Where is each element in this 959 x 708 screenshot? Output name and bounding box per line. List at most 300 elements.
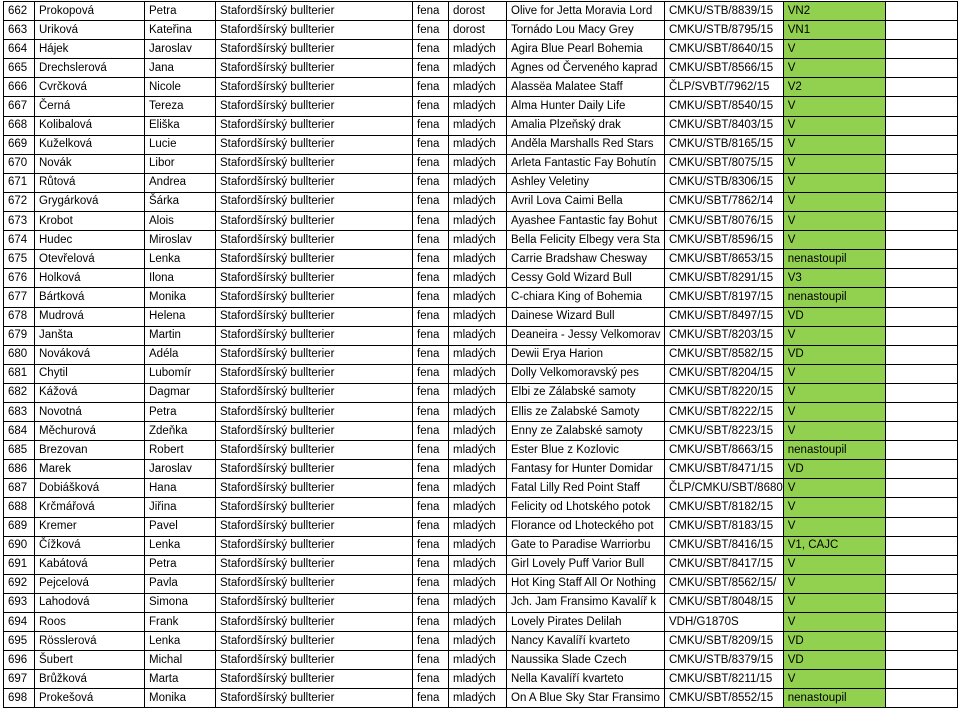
owner-firstname-cell: Robert — [145, 441, 216, 460]
result-cell: nenastoupil — [783, 689, 885, 708]
sex-cell: fena — [413, 135, 449, 154]
owner-firstname-cell: Libor — [145, 154, 216, 173]
owner-surname-cell: Čížková — [35, 536, 145, 555]
result-cell: nenastoupil — [783, 250, 885, 269]
dog-name-cell: Ashley Veletiny — [507, 173, 665, 192]
owner-firstname-cell: Helena — [145, 307, 216, 326]
empty-cell — [885, 345, 957, 364]
owner-firstname-cell: Lenka — [145, 536, 216, 555]
owner-surname-cell: Krčmářová — [35, 498, 145, 517]
owner-firstname-cell: Jiřina — [145, 498, 216, 517]
result-cell: VD — [783, 632, 885, 651]
sex-cell: fena — [413, 632, 449, 651]
class-cell: mladých — [449, 116, 507, 135]
class-cell: mladých — [449, 135, 507, 154]
dog-name-cell: Carrie Bradshaw Chesway — [507, 250, 665, 269]
entry-number-cell: 666 — [4, 78, 35, 97]
class-cell: mladých — [449, 689, 507, 708]
dog-name-cell: Felicity od Lhotského potok — [507, 498, 665, 517]
result-cell: VN2 — [783, 2, 885, 21]
table-row — [4, 231, 958, 250]
empty-cell — [885, 574, 957, 593]
registration-cell: CMKU/SBT/8566/15 — [665, 59, 784, 78]
breed-cell: Stafordšírský bullterier — [216, 97, 413, 116]
empty-cell — [885, 326, 957, 345]
entry-number-cell: 686 — [4, 460, 35, 479]
table-row — [4, 21, 958, 40]
breed-cell: Stafordšírský bullterier — [216, 517, 413, 536]
owner-surname-cell: Prokešová — [35, 689, 145, 708]
result-cell: nenastoupil — [783, 288, 885, 307]
entry-number-cell: 672 — [4, 192, 35, 211]
sex-cell: fena — [413, 97, 449, 116]
sex-cell: fena — [413, 364, 449, 383]
dog-name-cell: Bella Felicity Elbegy vera Sta — [507, 231, 665, 250]
empty-cell — [885, 441, 957, 460]
table-row — [4, 269, 958, 288]
dog-name-cell: Nella Kavalíří kvarteto — [507, 670, 665, 689]
empty-cell — [885, 498, 957, 517]
empty-cell — [885, 21, 957, 40]
owner-firstname-cell: Zdeňka — [145, 422, 216, 441]
owner-surname-cell: Měchurová — [35, 422, 145, 441]
table-row — [4, 517, 958, 536]
empty-cell — [885, 231, 957, 250]
sex-cell: fena — [413, 517, 449, 536]
sex-cell: fena — [413, 441, 449, 460]
dog-name-cell: Arleta Fantastic Fay Bohutín — [507, 154, 665, 173]
breed-cell: Stafordšírský bullterier — [216, 59, 413, 78]
entry-number-cell: 684 — [4, 422, 35, 441]
class-cell: mladých — [449, 192, 507, 211]
owner-surname-cell: Roos — [35, 613, 145, 632]
sex-cell: fena — [413, 574, 449, 593]
registration-cell: CMKU/SBT/8497/15 — [665, 307, 784, 326]
result-cell: V — [783, 479, 885, 498]
class-cell: mladých — [449, 593, 507, 612]
table-row — [4, 59, 958, 78]
empty-cell — [885, 651, 957, 670]
empty-cell — [885, 593, 957, 612]
entry-number-cell: 662 — [4, 2, 35, 21]
table-row — [4, 154, 958, 173]
result-cell: VD — [783, 651, 885, 670]
sex-cell: fena — [413, 116, 449, 135]
sex-cell: fena — [413, 383, 449, 402]
registration-cell: CMKU/STB/8839/15 — [665, 2, 784, 21]
class-cell: mladých — [449, 422, 507, 441]
result-cell: V — [783, 135, 885, 154]
owner-surname-cell: Pejcelová — [35, 574, 145, 593]
table-row — [4, 116, 958, 135]
sex-cell: fena — [413, 651, 449, 670]
breed-cell: Stafordšírský bullterier — [216, 479, 413, 498]
table-row — [4, 536, 958, 555]
empty-cell — [885, 670, 957, 689]
breed-cell: Stafordšírský bullterier — [216, 574, 413, 593]
dog-name-cell: Jch. Jam Fransimo Kavalíř k — [507, 593, 665, 612]
sex-cell: fena — [413, 212, 449, 231]
dog-name-cell: Naussika Slade Czech — [507, 651, 665, 670]
owner-surname-cell: Krobot — [35, 212, 145, 231]
breed-cell: Stafordšírský bullterier — [216, 288, 413, 307]
class-cell: mladých — [449, 231, 507, 250]
table-row — [4, 651, 958, 670]
empty-cell — [885, 192, 957, 211]
empty-cell — [885, 517, 957, 536]
owner-surname-cell: Nováková — [35, 345, 145, 364]
owner-firstname-cell: Eliška — [145, 116, 216, 135]
owner-firstname-cell: Nicole — [145, 78, 216, 97]
table-row — [4, 498, 958, 517]
owner-firstname-cell: Petra — [145, 402, 216, 421]
empty-cell — [885, 2, 957, 21]
registration-cell: CMKU/SBT/8471/15 — [665, 460, 784, 479]
sex-cell: fena — [413, 498, 449, 517]
table-row — [4, 460, 958, 479]
table-row — [4, 307, 958, 326]
dog-name-cell: Nancy Kavalíří kvarteto — [507, 632, 665, 651]
result-cell: V — [783, 517, 885, 536]
entry-number-cell: 679 — [4, 326, 35, 345]
entry-number-cell: 674 — [4, 231, 35, 250]
dog-name-cell: Fantasy for Hunter Domidar — [507, 460, 665, 479]
result-cell: V — [783, 154, 885, 173]
registration-cell: CMKU/SBT/8048/15 — [665, 593, 784, 612]
class-cell: mladých — [449, 173, 507, 192]
entry-number-cell: 681 — [4, 364, 35, 383]
registration-cell: CMKU/SBT/8182/15 — [665, 498, 784, 517]
class-cell: mladých — [449, 574, 507, 593]
owner-surname-cell: Grygárková — [35, 192, 145, 211]
registration-cell: CMKU/SBT/8197/15 — [665, 288, 784, 307]
empty-cell — [885, 154, 957, 173]
owner-firstname-cell: Šárka — [145, 192, 216, 211]
owner-firstname-cell: Marta — [145, 670, 216, 689]
registration-cell: CMKU/STB/8306/15 — [665, 173, 784, 192]
breed-cell: Stafordšírský bullterier — [216, 2, 413, 21]
result-cell: V — [783, 574, 885, 593]
entry-number-cell: 676 — [4, 269, 35, 288]
dog-name-cell: Florance od Lhoteckého pot — [507, 517, 665, 536]
breed-cell: Stafordšírský bullterier — [216, 154, 413, 173]
owner-surname-cell: Kážová — [35, 383, 145, 402]
entry-number-cell: 683 — [4, 402, 35, 421]
table-row — [4, 593, 958, 612]
entry-number-cell: 688 — [4, 498, 35, 517]
registration-cell: CMKU/STB/8165/15 — [665, 135, 784, 154]
class-cell: mladých — [449, 269, 507, 288]
entry-number-cell: 698 — [4, 689, 35, 708]
breed-cell: Stafordšírský bullterier — [216, 383, 413, 402]
empty-cell — [885, 78, 957, 97]
dog-name-cell: Hot King Staff All Or Nothing — [507, 574, 665, 593]
breed-cell: Stafordšírský bullterier — [216, 651, 413, 670]
breed-cell: Stafordšírský bullterier — [216, 173, 413, 192]
registration-cell: CMKU/SBT/8183/15 — [665, 517, 784, 536]
result-cell: V — [783, 192, 885, 211]
owner-firstname-cell: Adéla — [145, 345, 216, 364]
owner-firstname-cell: Jaroslav — [145, 460, 216, 479]
result-cell: V — [783, 555, 885, 574]
class-cell: dorost — [449, 21, 507, 40]
class-cell: mladých — [449, 402, 507, 421]
registration-cell: CMKU/STB/8379/15 — [665, 651, 784, 670]
dog-name-cell: Cessy Gold Wizard Bull — [507, 269, 665, 288]
entry-number-cell: 669 — [4, 135, 35, 154]
registration-cell: CMKU/SBT/8075/15 — [665, 154, 784, 173]
class-cell: mladých — [449, 364, 507, 383]
owner-firstname-cell: Monika — [145, 689, 216, 708]
owner-firstname-cell: Pavla — [145, 574, 216, 593]
owner-surname-cell: Kolibalová — [35, 116, 145, 135]
owner-surname-cell: Brezovan — [35, 441, 145, 460]
sex-cell: fena — [413, 154, 449, 173]
owner-surname-cell: Šubert — [35, 651, 145, 670]
class-cell: mladých — [449, 212, 507, 231]
owner-firstname-cell: Jaroslav — [145, 40, 216, 59]
dog-name-cell: Enny ze Zalabské samoty — [507, 422, 665, 441]
dog-name-cell: Tornádo Lou Macy Grey — [507, 21, 665, 40]
registration-cell: CMKU/SBT/7862/14 — [665, 192, 784, 211]
entry-number-cell: 685 — [4, 441, 35, 460]
owner-surname-cell: Brůžková — [35, 670, 145, 689]
registration-cell: CMKU/SBT/8204/15 — [665, 364, 784, 383]
registration-cell: CMKU/SBT/8203/15 — [665, 326, 784, 345]
result-cell: VN1 — [783, 21, 885, 40]
owner-firstname-cell: Andrea — [145, 173, 216, 192]
dog-name-cell: Fatal Lilly Red Point Staff — [507, 479, 665, 498]
registration-cell: CMKU/SBT/8552/15 — [665, 689, 784, 708]
sex-cell: fena — [413, 192, 449, 211]
registration-cell: CMKU/STB/8795/15 — [665, 21, 784, 40]
dog-name-cell: Dewii Erya Harion — [507, 345, 665, 364]
owner-firstname-cell: Petra — [145, 2, 216, 21]
dog-name-cell: Deaneira - Jessy Velkomorav — [507, 326, 665, 345]
owner-firstname-cell: Michal — [145, 651, 216, 670]
empty-cell — [885, 135, 957, 154]
empty-cell — [885, 307, 957, 326]
dog-name-cell: Ayashee Fantastic fay Bohut — [507, 212, 665, 231]
table-row — [4, 192, 958, 211]
registration-cell: CMKU/SBT/8653/15 — [665, 250, 784, 269]
sex-cell: fena — [413, 402, 449, 421]
breed-cell: Stafordšírský bullterier — [216, 250, 413, 269]
registration-cell: CMKU/SBT/8222/15 — [665, 402, 784, 421]
owner-surname-cell: Drechslerová — [35, 59, 145, 78]
owner-surname-cell: Cvrčková — [35, 78, 145, 97]
dog-name-cell: C-chiara King of Bohemia — [507, 288, 665, 307]
table-row — [4, 383, 958, 402]
empty-cell — [885, 269, 957, 288]
empty-cell — [885, 555, 957, 574]
entry-number-cell: 690 — [4, 536, 35, 555]
registration-cell: CMKU/SBT/8220/15 — [665, 383, 784, 402]
empty-cell — [885, 288, 957, 307]
dog-name-cell: Amalia Plzeňský drak — [507, 116, 665, 135]
class-cell: mladých — [449, 555, 507, 574]
owner-firstname-cell: Tereza — [145, 97, 216, 116]
sex-cell: fena — [413, 59, 449, 78]
class-cell: mladých — [449, 326, 507, 345]
registration-cell: CMKU/SBT/8640/15 — [665, 40, 784, 59]
breed-cell: Stafordšírský bullterier — [216, 670, 413, 689]
table-row — [4, 613, 958, 632]
entry-number-cell: 680 — [4, 345, 35, 364]
registration-cell: CMKU/SBT/8417/15 — [665, 555, 784, 574]
owner-surname-cell: Hudec — [35, 231, 145, 250]
breed-cell: Stafordšírský bullterier — [216, 613, 413, 632]
class-cell: mladých — [449, 307, 507, 326]
entry-number-cell: 695 — [4, 632, 35, 651]
empty-cell — [885, 479, 957, 498]
owner-surname-cell: Hájek — [35, 40, 145, 59]
breed-cell: Stafordšírský bullterier — [216, 78, 413, 97]
table-body — [4, 2, 958, 708]
result-cell: V — [783, 498, 885, 517]
empty-cell — [885, 383, 957, 402]
sex-cell: fena — [413, 78, 449, 97]
table-row — [4, 173, 958, 192]
owner-surname-cell: Chytil — [35, 364, 145, 383]
owner-surname-cell: Rösslerová — [35, 632, 145, 651]
breed-cell: Stafordšírský bullterier — [216, 402, 413, 421]
owner-surname-cell: Černá — [35, 97, 145, 116]
registration-cell: CMKU/SBT/8076/15 — [665, 212, 784, 231]
registration-cell: VDH/G1870S — [665, 613, 784, 632]
class-cell: mladých — [449, 288, 507, 307]
owner-surname-cell: Kremer — [35, 517, 145, 536]
sex-cell: fena — [413, 307, 449, 326]
owner-surname-cell: Novotná — [35, 402, 145, 421]
dog-name-cell: On A Blue Sky Star Fransimo — [507, 689, 665, 708]
dog-name-cell: Agira Blue Pearl Bohemia — [507, 40, 665, 59]
registration-cell: CMKU/SBT/8209/15 — [665, 632, 784, 651]
empty-cell — [885, 212, 957, 231]
table-row — [4, 632, 958, 651]
entry-number-cell: 664 — [4, 40, 35, 59]
breed-cell: Stafordšírský bullterier — [216, 593, 413, 612]
registration-cell: CMKU/SBT/8663/15 — [665, 441, 784, 460]
dog-name-cell: Anděla Marshalls Red Stars — [507, 135, 665, 154]
result-cell: VD — [783, 345, 885, 364]
breed-cell: Stafordšírský bullterier — [216, 192, 413, 211]
result-cell: V — [783, 670, 885, 689]
entry-number-cell: 675 — [4, 250, 35, 269]
dog-name-cell: Ester Blue z Kozlovic — [507, 441, 665, 460]
table-row — [4, 345, 958, 364]
owner-firstname-cell: Hana — [145, 479, 216, 498]
result-cell: V — [783, 116, 885, 135]
results-table — [3, 1, 958, 708]
dog-name-cell: Alma Hunter Daily Life — [507, 97, 665, 116]
dog-name-cell: Elbi ze Zálabské samoty — [507, 383, 665, 402]
breed-cell: Stafordšírský bullterier — [216, 441, 413, 460]
class-cell: mladých — [449, 498, 507, 517]
entry-number-cell: 678 — [4, 307, 35, 326]
owner-surname-cell: Novák — [35, 154, 145, 173]
sex-cell: fena — [413, 326, 449, 345]
result-cell: V — [783, 212, 885, 231]
class-cell: mladých — [449, 632, 507, 651]
table-row — [4, 555, 958, 574]
class-cell: mladých — [449, 59, 507, 78]
owner-firstname-cell: Martin — [145, 326, 216, 345]
empty-cell — [885, 632, 957, 651]
owner-firstname-cell: Lenka — [145, 632, 216, 651]
breed-cell: Stafordšírský bullterier — [216, 460, 413, 479]
dog-name-cell: Gate to Paradise Warriorbu — [507, 536, 665, 555]
sex-cell: fena — [413, 231, 449, 250]
table-row — [4, 364, 958, 383]
entry-number-cell: 670 — [4, 154, 35, 173]
breed-cell: Stafordšírský bullterier — [216, 689, 413, 708]
owner-surname-cell: Kuželková — [35, 135, 145, 154]
class-cell: mladých — [449, 651, 507, 670]
table-row — [4, 326, 958, 345]
breed-cell: Stafordšírský bullterier — [216, 326, 413, 345]
owner-surname-cell: Mudrová — [35, 307, 145, 326]
entry-number-cell: 668 — [4, 116, 35, 135]
entry-number-cell: 689 — [4, 517, 35, 536]
result-cell: V — [783, 593, 885, 612]
class-cell: mladých — [449, 460, 507, 479]
result-cell: V — [783, 364, 885, 383]
entry-number-cell: 697 — [4, 670, 35, 689]
owner-surname-cell: Holková — [35, 269, 145, 288]
breed-cell: Stafordšírský bullterier — [216, 269, 413, 288]
class-cell: dorost — [449, 2, 507, 21]
class-cell: mladých — [449, 517, 507, 536]
table-row — [4, 2, 958, 21]
sex-cell: fena — [413, 40, 449, 59]
result-cell: V — [783, 97, 885, 116]
empty-cell — [885, 250, 957, 269]
sex-cell: fena — [413, 173, 449, 192]
registration-cell: CMKU/SBT/8211/15 — [665, 670, 784, 689]
owner-surname-cell: Růtová — [35, 173, 145, 192]
sex-cell: fena — [413, 689, 449, 708]
owner-surname-cell: Otevřelová — [35, 250, 145, 269]
registration-cell: CMKU/SBT/8540/15 — [665, 97, 784, 116]
registration-cell: ČLP/CMKU/SBT/8680 — [665, 479, 784, 498]
class-cell: mladých — [449, 97, 507, 116]
result-cell: V2 — [783, 78, 885, 97]
owner-firstname-cell: Lenka — [145, 250, 216, 269]
breed-cell: Stafordšírský bullterier — [216, 135, 413, 154]
entry-number-cell: 691 — [4, 555, 35, 574]
owner-firstname-cell: Monika — [145, 288, 216, 307]
entry-number-cell: 671 — [4, 173, 35, 192]
empty-cell — [885, 689, 957, 708]
empty-cell — [885, 422, 957, 441]
owner-firstname-cell: Petra — [145, 555, 216, 574]
owner-firstname-cell: Kateřina — [145, 21, 216, 40]
breed-cell: Stafordšírský bullterier — [216, 498, 413, 517]
class-cell: mladých — [449, 250, 507, 269]
owner-firstname-cell: Pavel — [145, 517, 216, 536]
sex-cell: fena — [413, 21, 449, 40]
dog-name-cell: Agnes od Červeného kaprad — [507, 59, 665, 78]
dog-name-cell: Dolly Velkomoravský pes — [507, 364, 665, 383]
table-row — [4, 40, 958, 59]
table-row — [4, 78, 958, 97]
empty-cell — [885, 613, 957, 632]
table-row — [4, 288, 958, 307]
breed-cell: Stafordšírský bullterier — [216, 632, 413, 651]
dog-name-cell: Alassëa Malatee Staff — [507, 78, 665, 97]
class-cell: mladých — [449, 479, 507, 498]
